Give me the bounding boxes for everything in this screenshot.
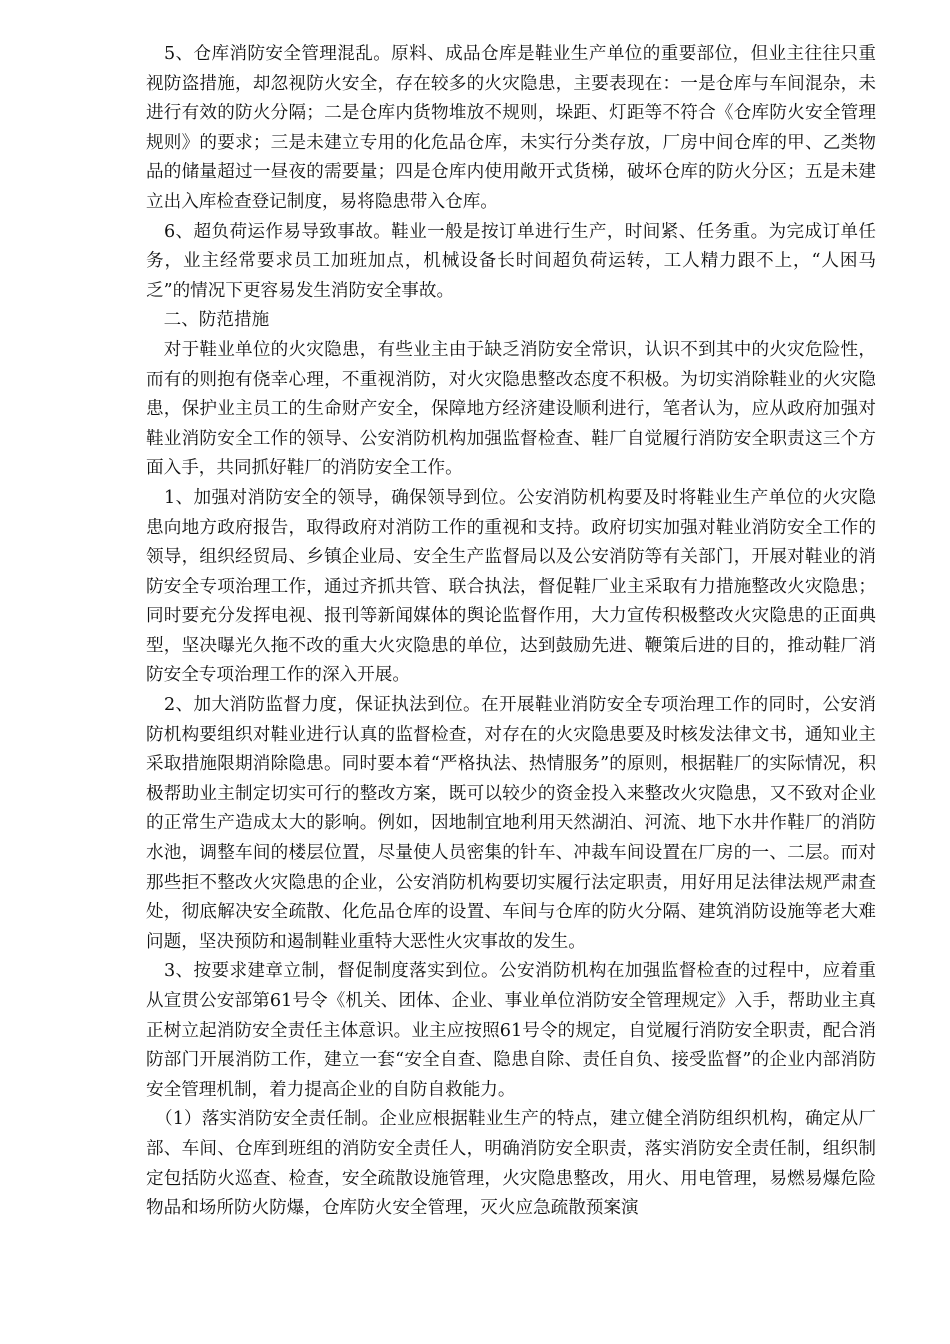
paragraph-overload-operation: 6、超负荷运作易导致事故。鞋业一般是按订单进行生产，时间紧、任务重。为完成订单任务，业主经常要求员工加班加点，机械设备长时间超负荷运转，工人精力跟不上，“人困马乏”的情况下更容易发生消防安全事故。 [146, 221, 876, 301]
paragraph-supervision: 2、加大消防监督力度，保证执法到位。在开展鞋业消防安全专项治理工作的同时，公安消防机构要组织对鞋业进行认真的监督检查，对存在的火灾隐患要及时核发法律文书，通知业主采取措施限期消除隐患。同时要本着“严格执法、热情服务”的原则，根据鞋厂的实际情况，积极帮助业主制定切实可行的整改方案，既可以较少的资金投入来整改火灾隐患，又不致对企业的正常生产造成太大的影响。例如，因地制宜地利用天然湖泊、河流、地下水井作鞋厂的消防水池，调整车间的楼层位置，尽量使人员密集的针车、冲裁车间设置在厂房的一、二层。而对那些拒不整改火灾隐患的企业，公安消防机构要切实履行法定职责，用好用足法律法规严肃查处，彻底解决安全疏散、化危品仓库的设置、车间与仓库的防火分隔、建筑消防设施等老大难问题，坚决预防和遏制鞋业重特大恶性火灾事故的发生。 [146, 695, 876, 952]
document-body [146, 40, 876, 1224]
paragraph-prevention-intro: 对于鞋业单位的火灾隐患，有些业主由于缺乏消防安全常识，认识不到其中的火灾危险性，而有的则抱有侥幸心理，不重视消防，对火灾隐患整改态度不积极。为切实消除鞋业的火灾隐患，保护业主员工的生命财产安全，保障地方经济建设顺利进行，笔者认为，应从政府加强对鞋业消防安全工作的领导、公安消防机构加强监督检查、鞋厂自觉履行消防安全职责这三个方面入手，共同抓好鞋厂的消防安全工作。 [146, 339, 876, 479]
paragraph-rules-system: 3、按要求建章立制，督促制度落实到位。公安消防机构在加强监督检查的过程中，应着重从宣贯公安部第61号令《机关、团体、企业、事业单位消防安全管理规定》入手，帮助业主真正树立起消防安全责任主体意识。业主应按照61号令的规定，自觉履行消防安全职责，配合消防部门开展消防工作，建立一套“安全自查、隐患自除、责任自负、接受监督”的企业内部消防安全管理机制，着力提高企业的自防自救能力。 [146, 961, 876, 1100]
paragraph-warehouse-management: 5、仓库消防安全管理混乱。原料、成品仓库是鞋业生产单位的重要部位，但业主往往只重视防盗措施，却忽视防火安全，存在较多的火灾隐患，主要表现在：一是仓库与车间混杂，未进行有效的防火分隔；二是仓库内货物堆放不规则，垛距、灯距等不符合《仓库防火安全管理规则》的要求；三是未建立专用的化危品仓库，未实行分类存放，厂房中间仓库的甲、乙类物品的储量超过一昼夜的需要量；四是仓库内使用敞开式货梯，破坏仓库的防火分区；五是未建立出入库检查登记制度，易将隐患带入仓库。 [146, 44, 876, 212]
section-heading-prevention-measures: 二、防范措施 [146, 310, 270, 331]
paragraph-responsibility-system: （1）落实消防安全责任制。企业应根据鞋业生产的特点，建立健全消防组织机构，确定从厂部、车间、仓库到班组的消防安全责任人，明确消防安全职责，落实消防安全责任制，组织制定包括防火巡查、检查，安全疏散设施管理，火灾隐患整改，用火、用电管理，易燃易爆危险物品和场所防火防爆，仓库防火安全管理，灭火应急疏散预案演 [146, 1109, 876, 1219]
paragraph-leadership: 1、加强对消防安全的领导，确保领导到位。公安消防机构要及时将鞋业生产单位的火灾隐患向地方政府报告，取得政府对消防工作的重视和支持。政府切实加强对鞋业消防安全工作的领导，组织经贸局、乡镇企业局、安全生产监督局以及公安消防等有关部门，开展对鞋业的消防安全专项治理工作，通过齐抓共管、联合执法，督促鞋厂业主采取有力措施整改火灾隐患；同时要充分发挥电视、报刊等新闻媒体的舆论监督作用，大力宣传积极整改火灾隐患的正面典型，坚决曝光久拖不改的重大火灾隐患的单位，达到鼓励先进、鞭策后进的目的，推动鞋厂消防安全专项治理工作的深入开展。 [146, 487, 876, 686]
